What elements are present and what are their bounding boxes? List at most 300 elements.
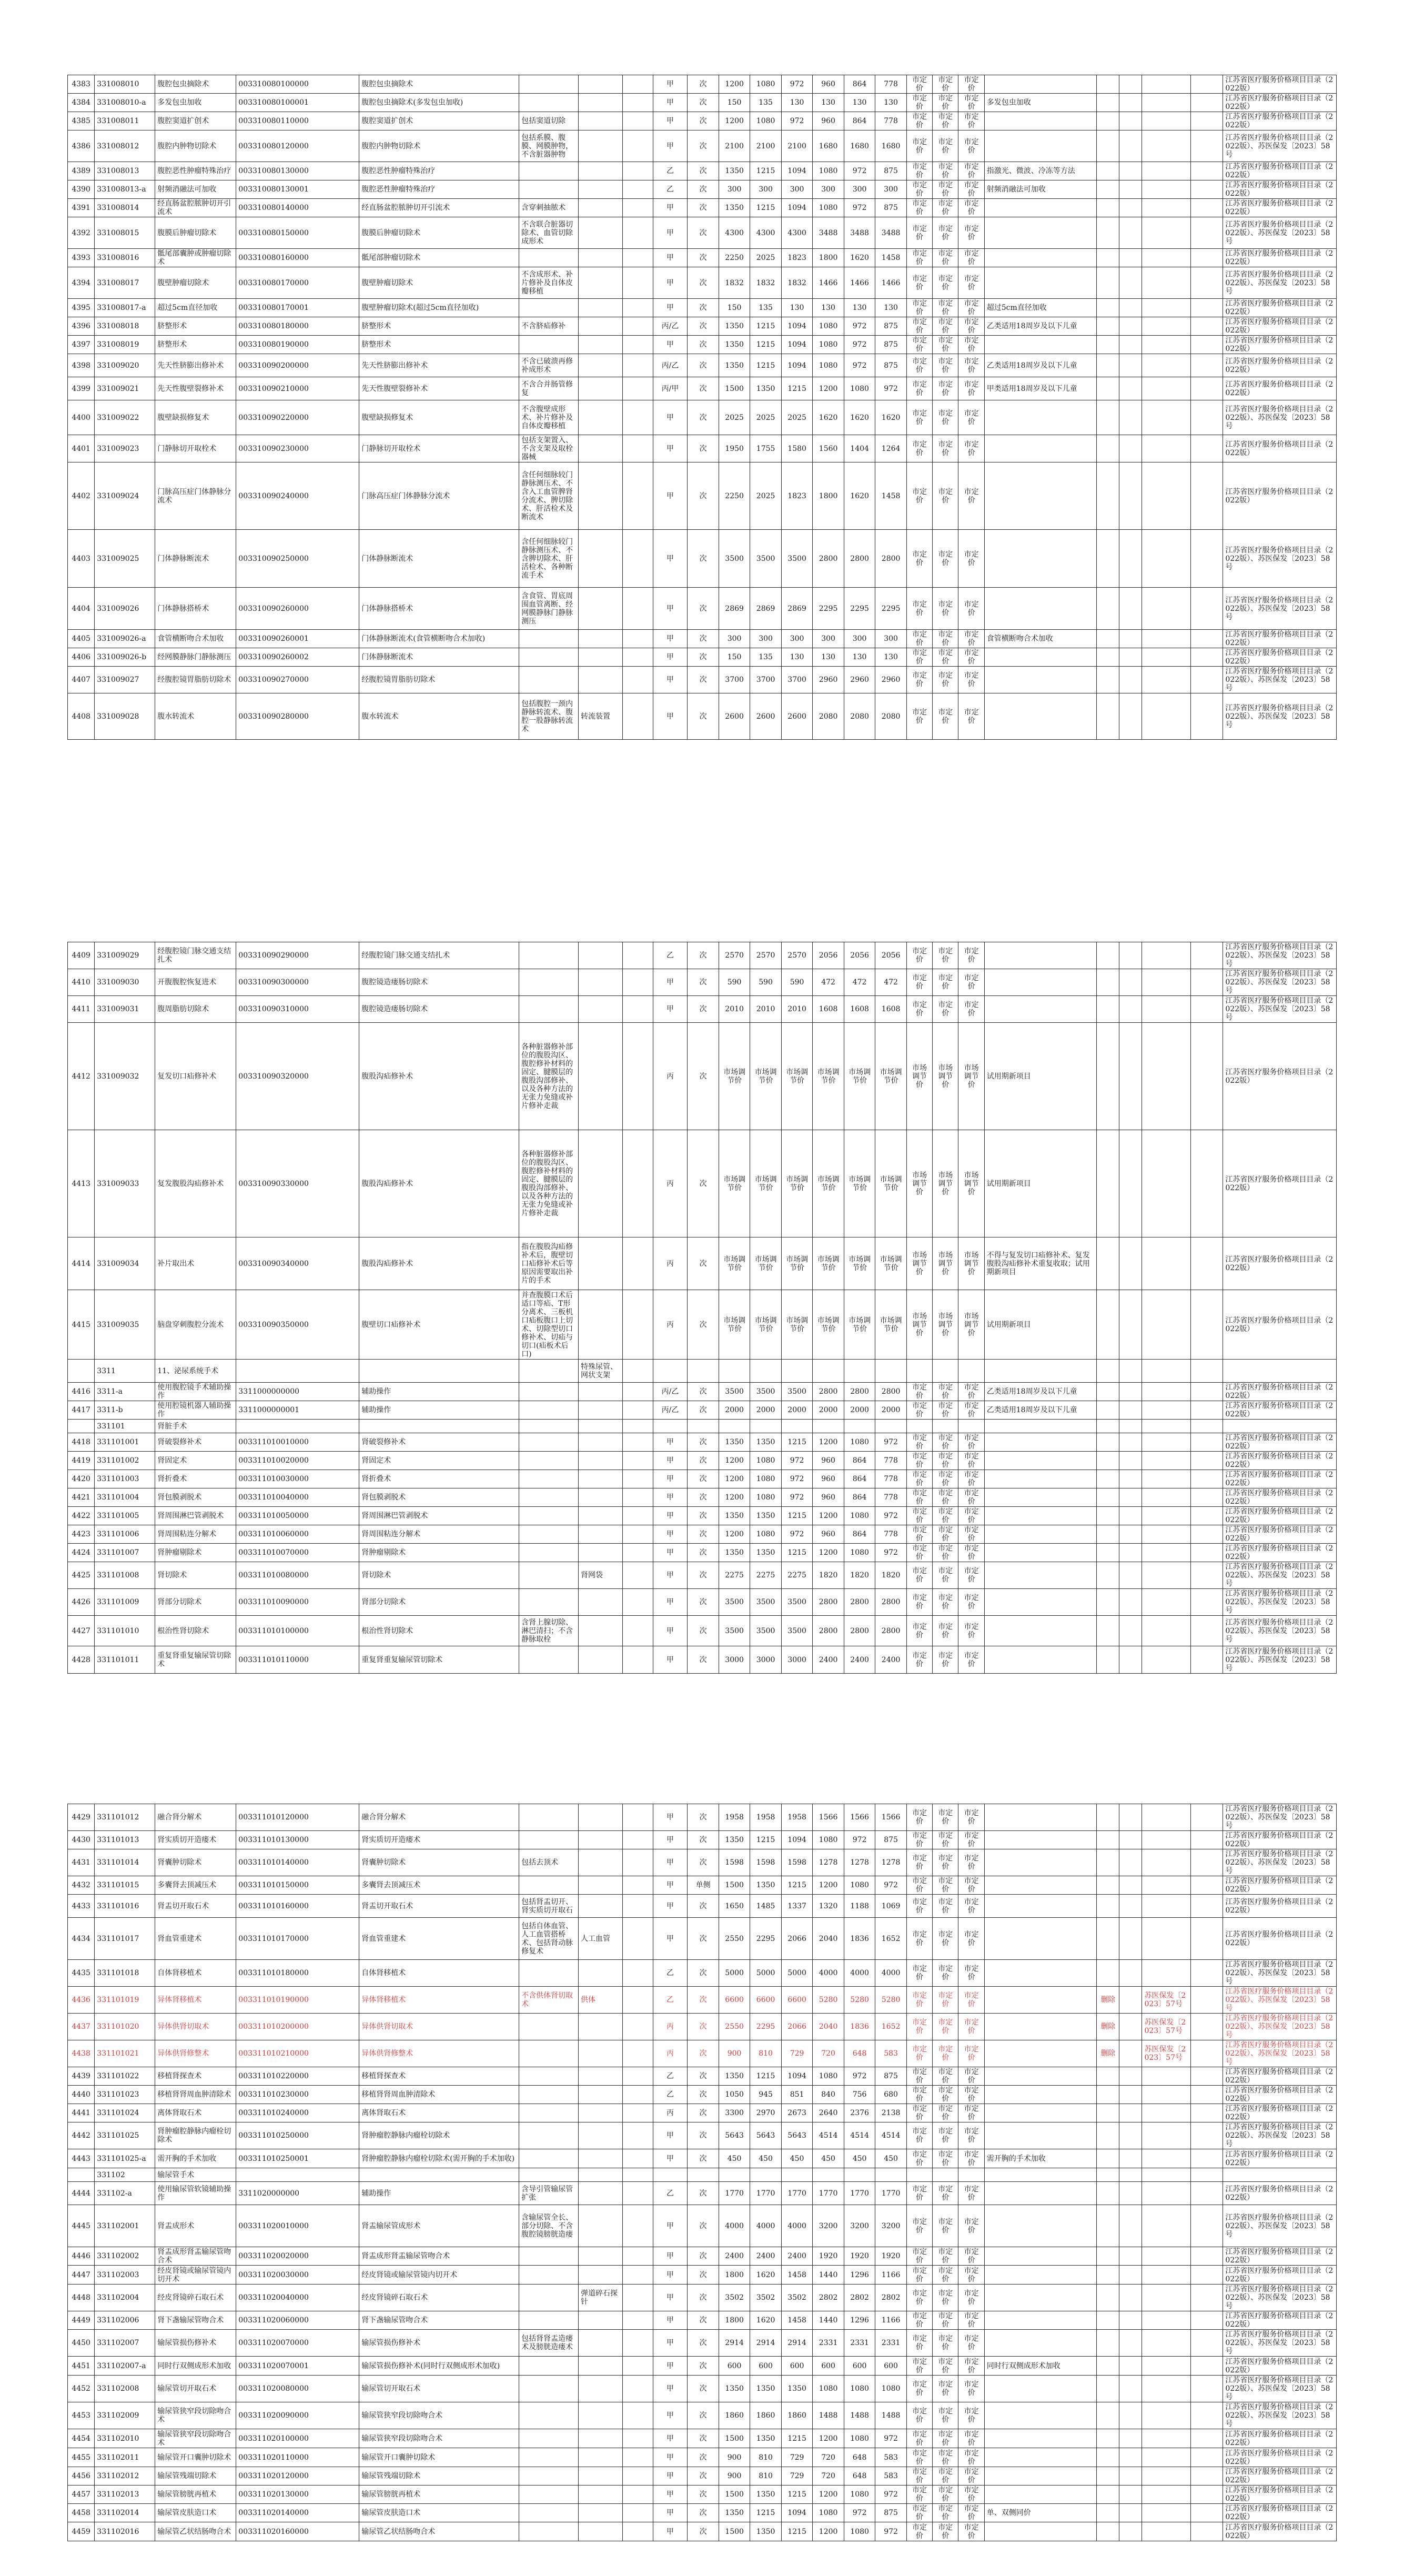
table-cell-unit: 次 xyxy=(688,530,719,588)
table-cell-unit: 次 xyxy=(688,1507,719,1525)
table-cell-t2: 市场调节价 xyxy=(933,1023,958,1130)
table-cell-p1: 3500 xyxy=(719,1616,750,1646)
table-cell-p6: 2295 xyxy=(875,588,907,630)
table-cell-name: 输尿管狭窄段切除吻合术 xyxy=(155,2429,236,2448)
table-cell-blank1 xyxy=(623,1960,653,1987)
table-cell-blank1 xyxy=(623,1876,653,1895)
table-cell-name: 腹腔包虫摘除术 xyxy=(155,75,236,94)
table-cell-id xyxy=(68,1420,95,1433)
table-cell-p2: 3500 xyxy=(750,1589,782,1616)
table-cell-m1: 删除 xyxy=(1097,2040,1119,2067)
table-cell-blank2 xyxy=(1190,2448,1223,2467)
table-cell-remark: 射频消融法可加收 xyxy=(984,180,1097,199)
table-cell-t2 xyxy=(933,1420,958,1433)
table-cell-name: 肾周围粘连分解术 xyxy=(155,1525,236,1544)
table-cell-remark xyxy=(984,2040,1097,2067)
table-cell-p3: 1580 xyxy=(781,435,813,462)
table-cell-m3 xyxy=(1142,217,1190,249)
table-cell-p6: 875 xyxy=(875,317,907,336)
table-cell-p6: 1458 xyxy=(875,462,907,530)
table-cell-cls: 甲 xyxy=(653,1562,688,1589)
table-cell-p6: 972 xyxy=(875,1507,907,1525)
table-cell-p3: 1094 xyxy=(781,336,813,354)
table-cell-t2: 市定价 xyxy=(933,377,958,400)
table-cell-t3: 市场调节价 xyxy=(958,1237,984,1290)
table-cell-name2: 肾盂成形肾盂输尿管吻合术 xyxy=(359,2247,519,2266)
table-cell-id: 4389 xyxy=(68,162,95,180)
table-cell-t3: 市定价 xyxy=(958,462,984,530)
table-cell-p3: 市场调节价 xyxy=(781,1290,813,1360)
table-cell-p1: 2570 xyxy=(719,942,750,969)
table-cell-t1: 市定价 xyxy=(906,130,932,162)
table-cell-extra xyxy=(578,2357,622,2376)
table-row xyxy=(68,1831,1337,1849)
table-cell-p4: 1200 xyxy=(813,1876,844,1895)
table-cell-p3: 1350 xyxy=(781,2376,813,2402)
table-cell-t2 xyxy=(933,1360,958,1383)
table-cell-m1 xyxy=(1097,112,1119,130)
table-cell-code: 331009035 xyxy=(95,1290,155,1360)
table-cell-p5: 864 xyxy=(844,1488,875,1507)
table-cell-blank2 xyxy=(1190,2311,1223,2330)
table-cell-remark xyxy=(984,969,1097,996)
table-cell-t2: 市定价 xyxy=(933,94,958,112)
table-cell-t3: 市定价 xyxy=(958,267,984,299)
table-cell-extra xyxy=(578,2168,622,2182)
table-cell-id: 4422 xyxy=(68,1507,95,1525)
table-cell-note xyxy=(519,2285,579,2311)
table-cell-p1: 3000 xyxy=(719,1646,750,1674)
table-cell-t1: 市定价 xyxy=(906,1876,932,1895)
table-cell-p6: 875 xyxy=(875,2067,907,2086)
table-cell-note xyxy=(519,1383,579,1401)
table-cell-code2: 003310090290000 xyxy=(236,942,359,969)
table-cell-p4: 2800 xyxy=(813,1616,844,1646)
table-cell-p6: 130 xyxy=(875,648,907,667)
table-cell-p2: 市场调节价 xyxy=(750,1290,782,1360)
table-row xyxy=(68,94,1337,112)
table-cell-p5: 1080 xyxy=(844,2486,875,2504)
table-cell-cls xyxy=(653,2168,688,2182)
table-cell-note xyxy=(519,1433,579,1452)
table-cell-m1 xyxy=(1097,2330,1119,2357)
table-cell-unit: 次 xyxy=(688,94,719,112)
table-cell-note xyxy=(519,1960,579,1987)
table-cell-code: 331102016 xyxy=(95,2522,155,2541)
table-cell-t2: 市定价 xyxy=(933,317,958,336)
table-cell-name: 输尿管皮肤造口术 xyxy=(155,2504,236,2522)
table-cell-p4: 2802 xyxy=(813,2285,844,2311)
table-cell-p3: 2914 xyxy=(781,2330,813,2357)
table-cell-src: 江苏省医疗服务价格项目目录（2022版） xyxy=(1223,2266,1337,2285)
table-cell-name2: 门脉高压症门体静脉分流术 xyxy=(359,462,519,530)
table-cell-blank2 xyxy=(1190,1401,1223,1420)
table-cell-unit: 次 xyxy=(688,267,719,299)
table-cell-cls: 甲 xyxy=(653,2448,688,2467)
table-cell-code: 331009022 xyxy=(95,400,155,435)
table-cell-name2: 门体静脉断流术 xyxy=(359,648,519,667)
table-cell-code: 3311-a xyxy=(95,1383,155,1401)
table-cell-m3 xyxy=(1142,1646,1190,1674)
table-cell-src: 江苏省医疗服务价格项目目录（2022版） xyxy=(1223,1433,1337,1452)
table-cell-p4: 1440 xyxy=(813,2266,844,2285)
table-cell-p1: 2869 xyxy=(719,588,750,630)
table-cell-extra xyxy=(578,2149,622,2168)
table-cell-p2: 1620 xyxy=(750,2266,782,2285)
table-cell-src: 江苏省医疗服务价格项目目录（2022版） xyxy=(1223,2104,1337,2122)
table-cell-code: 331101019 xyxy=(95,1987,155,2014)
table-cell-p1: 1350 xyxy=(719,199,750,217)
table-cell-code: 331102004 xyxy=(95,2285,155,2311)
table-cell-unit: 次 xyxy=(688,1987,719,2014)
table-cell-extra xyxy=(578,1616,622,1646)
table-cell-t1: 市定价 xyxy=(906,1470,932,1488)
table-cell-t1: 市场调节价 xyxy=(906,1023,932,1130)
table-cell-t3: 市定价 xyxy=(958,1804,984,1831)
table-cell-src: 江苏省医疗服务价格项目目录（2022版） xyxy=(1223,2247,1337,2266)
table-cell-id: 4423 xyxy=(68,1525,95,1544)
table-cell-id: 4413 xyxy=(68,1130,95,1237)
table-cell-p3: 市场调节价 xyxy=(781,1237,813,1290)
table-cell-m3 xyxy=(1142,2086,1190,2104)
table-cell-p5 xyxy=(844,1420,875,1433)
table-cell-name: 腹膜后肿瘤切除术 xyxy=(155,217,236,249)
table-cell-t2: 市定价 xyxy=(933,162,958,180)
table-cell-m2 xyxy=(1119,1562,1142,1589)
table-cell-m1 xyxy=(1097,2486,1119,2504)
table-cell-p5: 130 xyxy=(844,299,875,317)
table-cell-code: 331102006 xyxy=(95,2311,155,2330)
table-cell-name: 肾切除术 xyxy=(155,1562,236,1589)
table-cell-blank2 xyxy=(1190,1918,1223,1960)
table-cell-id: 4421 xyxy=(68,1488,95,1507)
table-cell-id: 4383 xyxy=(68,75,95,94)
table-cell-p6: 972 xyxy=(875,2429,907,2448)
table-cell-p3: 1215 xyxy=(781,1876,813,1895)
table-cell-name: 肾折叠术 xyxy=(155,1470,236,1488)
table-cell-m1 xyxy=(1097,2168,1119,2182)
table-cell-unit: 次 xyxy=(688,2330,719,2357)
table-cell-p4: 1200 xyxy=(813,2522,844,2541)
table-cell-code2: 003310080100001 xyxy=(236,94,359,112)
table-cell-m3 xyxy=(1142,942,1190,969)
table-cell-p3: 1458 xyxy=(781,2266,813,2285)
table-cell-p1: 150 xyxy=(719,648,750,667)
table-cell-t1: 市定价 xyxy=(906,2149,932,2168)
table-cell-code2: 003310080120000 xyxy=(236,130,359,162)
table-cell-m3 xyxy=(1142,130,1190,162)
table-cell-cls: 乙 xyxy=(653,2182,688,2205)
table-cell-id: 4403 xyxy=(68,530,95,588)
table-cell-m3 xyxy=(1142,2429,1190,2448)
table-cell-m2 xyxy=(1119,2429,1142,2448)
table-cell-code: 331101013 xyxy=(95,1831,155,1849)
table-cell-m1 xyxy=(1097,2467,1119,2486)
table-cell-name: 先天性脐膨出修补术 xyxy=(155,354,236,377)
table-cell-m2 xyxy=(1119,1507,1142,1525)
table-cell-cls: 甲 xyxy=(653,112,688,130)
table-cell-extra xyxy=(578,969,622,996)
table-cell-p2: 3500 xyxy=(750,1383,782,1401)
table-cell-m1 xyxy=(1097,435,1119,462)
table-cell-t3: 市定价 xyxy=(958,2357,984,2376)
table-cell-code2: 003311010110000 xyxy=(236,1646,359,1674)
table-cell-id: 4400 xyxy=(68,400,95,435)
table-cell-p1: 1958 xyxy=(719,1804,750,1831)
table-cell-t3: 市定价 xyxy=(958,1507,984,1525)
table-cell-note: 包括系膜、腹膜、网膜肿物，不含脏器肿物 xyxy=(519,130,579,162)
table-cell-m3 xyxy=(1142,1023,1190,1130)
table-cell-name2: 门静脉切开取栓术 xyxy=(359,435,519,462)
table-cell-t2: 市定价 xyxy=(933,1646,958,1674)
table-cell-cls: 甲 xyxy=(653,1544,688,1562)
table-cell-m1 xyxy=(1097,317,1119,336)
table-cell-cls: 甲 xyxy=(653,2357,688,2376)
table-row xyxy=(68,2330,1337,2357)
table-cell-p1: 600 xyxy=(719,2357,750,2376)
table-cell-p3: 2400 xyxy=(781,2247,813,2266)
table-cell-m2 xyxy=(1119,180,1142,199)
table-cell-cls: 甲 xyxy=(653,94,688,112)
table-cell-m1 xyxy=(1097,2285,1119,2311)
table-cell-p1: 1350 xyxy=(719,162,750,180)
table-cell-unit: 次 xyxy=(688,1470,719,1488)
table-cell-id: 4428 xyxy=(68,1646,95,1674)
table-cell-name2: 异体肾移植术 xyxy=(359,1987,519,2014)
table-cell-t2: 市定价 xyxy=(933,2182,958,2205)
table-cell-t3: 市场调节价 xyxy=(958,1130,984,1237)
table-cell-extra xyxy=(578,377,622,400)
table-cell-code2: 003311020070000 xyxy=(236,2330,359,2357)
table-cell-note xyxy=(519,2266,579,2285)
table-cell-extra: 肾网袋 xyxy=(578,1562,622,1589)
table-cell-p3: 1770 xyxy=(781,2182,813,2205)
table-cell-blank1 xyxy=(623,2429,653,2448)
table-cell-src: 江苏省医疗服务价格项目目录（2022版） xyxy=(1223,317,1337,336)
table-cell-p3: 1823 xyxy=(781,249,813,267)
table-row xyxy=(68,2168,1337,2182)
table-cell-blank2 xyxy=(1190,1488,1223,1507)
table-cell-blank2 xyxy=(1190,354,1223,377)
table-cell-m3 xyxy=(1142,199,1190,217)
table-cell-p1: 1800 xyxy=(719,2266,750,2285)
table-cell-blank2 xyxy=(1190,377,1223,400)
table-cell-name: 使用腹腔镜手术辅助操作 xyxy=(155,1383,236,1401)
table-cell-p2: 450 xyxy=(750,2149,782,2168)
table-cell-p1: 3500 xyxy=(719,1589,750,1616)
table-cell-p1: 1050 xyxy=(719,2086,750,2104)
table-cell-code2: 003310090240000 xyxy=(236,462,359,530)
table-cell-name2: 输尿管损伤修补术 xyxy=(359,2330,519,2357)
table-cell-extra xyxy=(578,2448,622,2467)
table-cell-p2: 2025 xyxy=(750,249,782,267)
table-cell-p2: 2010 xyxy=(750,996,782,1023)
table-cell-name2: 肾破裂修补术 xyxy=(359,1433,519,1452)
table-cell-p5 xyxy=(844,2168,875,2182)
table-cell-p3: 972 xyxy=(781,112,813,130)
table-cell-p2: 4000 xyxy=(750,2205,782,2247)
table-cell-id: 4458 xyxy=(68,2504,95,2522)
table-cell-blank2 xyxy=(1190,2266,1223,2285)
table-cell-p6: 2080 xyxy=(875,693,907,740)
table-cell-id: 4448 xyxy=(68,2285,95,2311)
table-cell-remark: 乙类适用18周岁及以下儿童 xyxy=(984,354,1097,377)
table-cell-remark: 指激光、微波、冷冻等方法 xyxy=(984,162,1097,180)
table-cell-m2 xyxy=(1119,693,1142,740)
table-cell-name: 射频消融法可加收 xyxy=(155,180,236,199)
table-cell-t1: 市定价 xyxy=(906,630,932,648)
table-cell-cls: 甲 xyxy=(653,2467,688,2486)
table-cell-name2: 输尿管切开取石术 xyxy=(359,2376,519,2402)
table-row xyxy=(68,1452,1337,1470)
table-cell-name2: 腹壁缺损修复术 xyxy=(359,400,519,435)
table-cell-name: 离体肾取石术 xyxy=(155,2104,236,2122)
table-cell-unit: 次 xyxy=(688,1525,719,1544)
table-cell-code2: 003311020080000 xyxy=(236,2376,359,2402)
table-cell-t3 xyxy=(958,1360,984,1383)
table-cell-code: 331101023 xyxy=(95,2086,155,2104)
table-cell-name2: 多囊肾去顶减压术 xyxy=(359,1876,519,1895)
table-cell-m3 xyxy=(1142,1401,1190,1420)
table-cell-cls: 丙 xyxy=(653,2040,688,2067)
table-cell-t2: 市定价 xyxy=(933,2149,958,2168)
table-row xyxy=(68,2357,1337,2376)
table-cell-m2 xyxy=(1119,1383,1142,1401)
table-cell-p3: 3500 xyxy=(781,530,813,588)
table-cell-p5: 864 xyxy=(844,75,875,94)
table-cell-m1 xyxy=(1097,400,1119,435)
table-cell-p5: 2056 xyxy=(844,942,875,969)
table-cell-note xyxy=(519,2402,579,2429)
table-cell-p3: 972 xyxy=(781,75,813,94)
table-cell-name2: 经皮肾镜碎石取石术 xyxy=(359,2285,519,2311)
table-cell-m3 xyxy=(1142,1849,1190,1876)
table-cell-blank2 xyxy=(1190,2402,1223,2429)
table-cell-code: 331101021 xyxy=(95,2040,155,2067)
table-cell-m2 xyxy=(1119,2486,1142,2504)
table-cell-cls: 丙/甲 xyxy=(653,377,688,400)
table-cell-note xyxy=(519,2467,579,2486)
table-cell-unit: 次 xyxy=(688,1831,719,1849)
table-cell-m3 xyxy=(1142,2285,1190,2311)
table-cell-m2 xyxy=(1119,2448,1142,2467)
table-cell-p5: 972 xyxy=(844,1831,875,1849)
table-cell-t3: 市定价 xyxy=(958,2104,984,2122)
table-row xyxy=(68,2014,1337,2040)
table-cell-id: 4401 xyxy=(68,435,95,462)
table-cell-note: 包括支架置入、不含支架及取栓器械 xyxy=(519,435,579,462)
table-cell-id: 4395 xyxy=(68,299,95,317)
table-cell-m3 xyxy=(1142,530,1190,588)
table-cell-m1 xyxy=(1097,1525,1119,1544)
table-cell-m2 xyxy=(1119,1360,1142,1383)
table-cell-m2 xyxy=(1119,1488,1142,1507)
table-cell-id: 4410 xyxy=(68,969,95,996)
table-cell-extra xyxy=(578,217,622,249)
table-cell-m3 xyxy=(1142,2182,1190,2205)
table-cell-src: 江苏省医疗服务价格项目目录（2022版）、苏医保发〔2023〕58号 xyxy=(1223,1616,1337,1646)
table-row xyxy=(68,2311,1337,2330)
table-cell-m1 xyxy=(1097,969,1119,996)
table-cell-m1 xyxy=(1097,162,1119,180)
table-cell-code2: 003310080160000 xyxy=(236,249,359,267)
table-cell-blank2 xyxy=(1190,130,1223,162)
table-cell-t3: 市定价 xyxy=(958,336,984,354)
table-cell-blank1 xyxy=(623,267,653,299)
table-cell-t1: 市定价 xyxy=(906,249,932,267)
table-cell-remark xyxy=(984,1470,1097,1488)
table-cell-code: 331009028 xyxy=(95,693,155,740)
table-cell-name: 肾部分切除术 xyxy=(155,1589,236,1616)
table-cell-p4: 市场调节价 xyxy=(813,1237,844,1290)
table-cell-p5: 756 xyxy=(844,2086,875,2104)
table-cell-blank2 xyxy=(1190,2067,1223,2086)
table-cell-note xyxy=(519,630,579,648)
table-cell-name2: 输尿管损伤修补术(同时行双侧成形术加收) xyxy=(359,2357,519,2376)
table-cell-m1 xyxy=(1097,1360,1119,1383)
table-cell-p2: 1215 xyxy=(750,199,782,217)
table-cell-src: 江苏省医疗服务价格项目目录（2022版）、苏医保发〔2023〕58号 xyxy=(1223,1987,1337,2014)
table-cell-extra: 特殊尿管、网状支架 xyxy=(578,1360,622,1383)
table-cell-note xyxy=(519,667,579,693)
table-cell-cls: 甲 xyxy=(653,1918,688,1960)
table-cell-p4: 1080 xyxy=(813,162,844,180)
table-row xyxy=(68,1616,1337,1646)
table-cell-p5: 1404 xyxy=(844,435,875,462)
table-cell-m3 xyxy=(1142,588,1190,630)
table-cell-note: 含食管、胃底周围血管离断、经网膜静脉门静脉测压 xyxy=(519,588,579,630)
table-cell-extra xyxy=(578,942,622,969)
table-cell-note xyxy=(519,2247,579,2266)
table-cell-remark xyxy=(984,1452,1097,1470)
table-cell-extra xyxy=(578,2486,622,2504)
table-cell-name: 复发腹股沟疝修补术 xyxy=(155,1130,236,1237)
table-cell-t3: 市定价 xyxy=(958,162,984,180)
table-cell-p6: 778 xyxy=(875,112,907,130)
table-cell-extra xyxy=(578,530,622,588)
table-cell-p4: 960 xyxy=(813,1488,844,1507)
table-cell-name2: 根治性肾切除术 xyxy=(359,1616,519,1646)
table-cell-remark xyxy=(984,2205,1097,2247)
table-cell-extra xyxy=(578,996,622,1023)
table-cell-src: 江苏省医疗服务价格项目目录（2022版）、苏医保发〔2023〕58号 xyxy=(1223,1849,1337,1876)
table-cell-unit: 次 xyxy=(688,1918,719,1960)
table-cell-src: 江苏省医疗服务价格项目目录（2022版）、苏医保发〔2023〕58号 xyxy=(1223,2285,1337,2311)
table-cell-name2: 肾折叠术 xyxy=(359,1470,519,1488)
table-cell-cls: 甲 xyxy=(653,1452,688,1470)
table-cell-code2: 003310090260001 xyxy=(236,630,359,648)
table-cell-name: 输尿管损伤修补术 xyxy=(155,2330,236,2357)
table-cell-name2: 脐整形术 xyxy=(359,317,519,336)
table-cell-id: 4409 xyxy=(68,942,95,969)
table-cell-remark: 超过5cm直径加收 xyxy=(984,299,1097,317)
table-cell-remark xyxy=(984,2014,1097,2040)
table-cell-id: 4454 xyxy=(68,2429,95,2448)
table-cell-blank1 xyxy=(623,2522,653,2541)
table-cell-code: 331008016 xyxy=(95,249,155,267)
table-cell-m3 xyxy=(1142,336,1190,354)
table-cell-cls: 甲 xyxy=(653,2486,688,2504)
table-row xyxy=(68,530,1337,588)
table-cell-p2: 300 xyxy=(750,630,782,648)
table-cell-m3 xyxy=(1142,1507,1190,1525)
table-row xyxy=(68,969,1337,996)
table-cell-name2 xyxy=(359,1360,519,1383)
table-cell-name: 脐整形术 xyxy=(155,317,236,336)
table-cell-p2: 5000 xyxy=(750,1960,782,1987)
table-cell-id: 4429 xyxy=(68,1804,95,1831)
table-cell-id xyxy=(68,1360,95,1383)
